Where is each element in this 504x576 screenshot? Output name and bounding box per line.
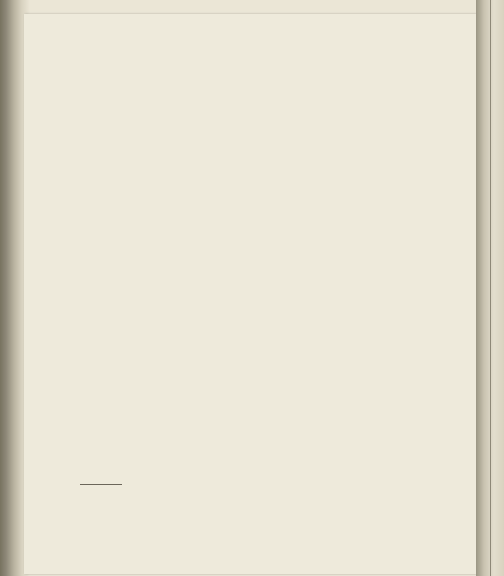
book-page [24, 14, 476, 574]
footnote-rule [80, 484, 122, 485]
page-content [80, 84, 430, 96]
next-page-edge [476, 0, 504, 576]
